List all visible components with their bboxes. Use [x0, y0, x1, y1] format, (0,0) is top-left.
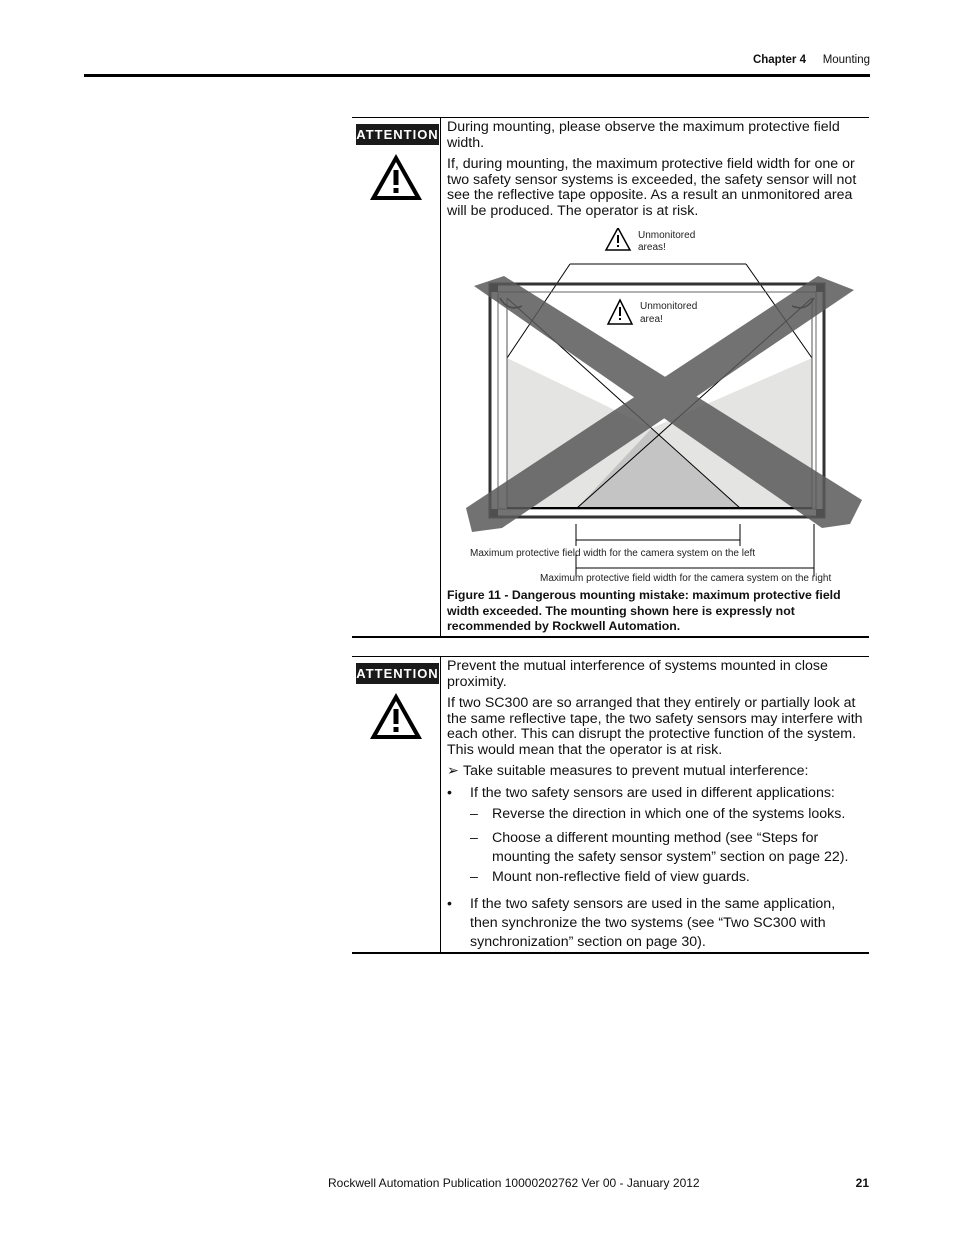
label-width-right: Maximum protective field width for the camera system on the right	[540, 573, 832, 584]
attention-text-2: If two SC300 are so arranged that they entirely or partially look at the same reflective tape, the two safety sensors may interfere with each other. This can disrupt the protective function of the system. This would mean that the operator is at risk.	[447, 695, 863, 758]
sub-item-text: Mount non-reflective field of view guards.	[492, 869, 750, 885]
attention-badge: ATTENTION	[356, 663, 439, 684]
unmonitored-area-callout	[608, 300, 697, 325]
attention-left-column	[352, 657, 441, 952]
attention-badge: ATTENTION	[356, 124, 439, 145]
attention-text-2: If, during mounting, the maximum protective field width for one or two safety sensor systems is exceeded, the safety sensor will not see the reflective tape opposite. As a result an unmonitored area will be produced. The operator is at risk.	[447, 156, 857, 219]
figure-11-diagram	[462, 228, 872, 588]
bullet-marker: •	[447, 785, 452, 801]
label-unmonitored-area-1: Unmonitored	[640, 301, 698, 312]
dash-marker: –	[470, 869, 478, 885]
header-rule	[84, 74, 870, 77]
footer-publication: Rockwell Automation Publication 10000202762 Ver 00 - January 2012	[328, 1176, 700, 1190]
figure-caption: Figure 11 - Dangerous mounting mistake: maximum protective field width exceeded. The mounting shown here is expressly not recommended by Rockwell Automation.	[447, 588, 841, 634]
page-number: 21	[855, 1176, 869, 1190]
warning-triangle-icon	[368, 691, 424, 741]
label-width-left: Maximum protective field width for the camera system on the left	[470, 548, 756, 559]
chapter-label: Chapter 4	[752, 54, 806, 66]
step-marker: ➢	[447, 763, 459, 779]
warning-triangle-icon	[368, 152, 424, 202]
attention-text-1: During mounting, please observe the maximum protective field width.	[447, 119, 840, 151]
attention-left-column	[352, 118, 441, 636]
dash-marker: –	[470, 830, 478, 846]
sub-item-text: Choose a different mounting method (see “Steps for mounting the safety sensor system” section on page 22).	[492, 830, 849, 865]
attention-box-2	[352, 656, 869, 954]
sub-item-text: Reverse the direction in which one of the systems looks.	[492, 806, 846, 822]
dash-marker: –	[470, 806, 478, 822]
attention-text-1: Prevent the mutual interference of systems mounted in close proximity.	[447, 658, 828, 690]
label-unmonitored-areas-1: Unmonitored	[638, 230, 696, 241]
section-label: Mounting	[822, 54, 870, 66]
bullet-text: If the two safety sensors are used in different applications:	[470, 785, 835, 801]
page-header	[84, 52, 870, 74]
label-unmonitored-area-2: area!	[640, 314, 663, 325]
label-unmonitored-areas-2: areas!	[638, 242, 666, 253]
step-text: Take suitable measures to prevent mutual interference:	[463, 763, 809, 779]
unmonitored-areas-callout	[606, 228, 695, 253]
bullet-marker: •	[447, 896, 452, 912]
bullet-text: If the two safety sensors are used in the same application, then synchronize the two systems (see “Two SC300 with synchronization” section on page 30).	[470, 896, 836, 950]
